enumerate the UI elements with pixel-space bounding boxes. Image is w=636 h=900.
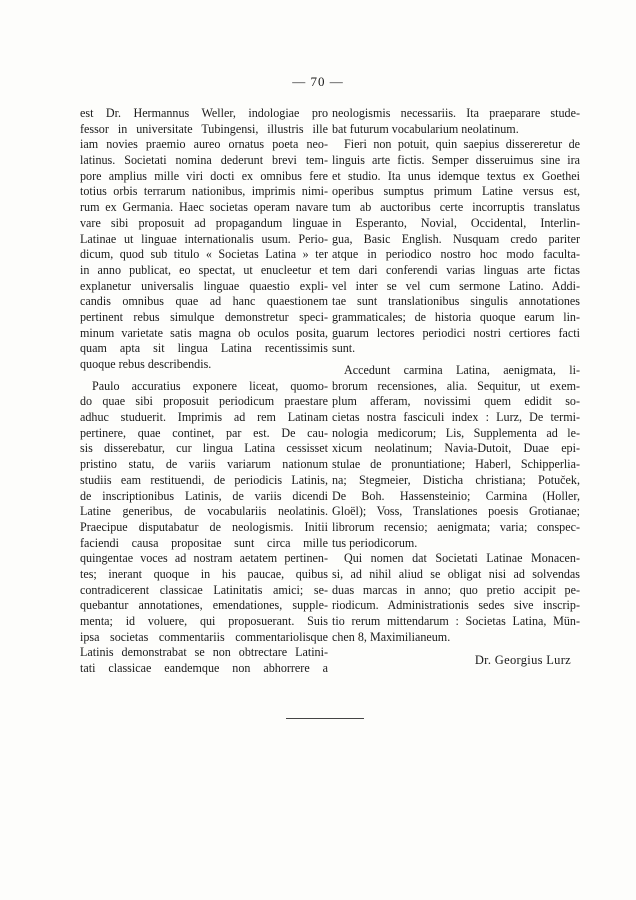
text-line: riodicum. Administrationis sedes sive inscrip- [332, 598, 580, 613]
text-line: Paulo accuratius exponere liceat, quomo- [92, 378, 328, 393]
text-line: et studio. Ita unus idemque textus ex Goethei [332, 168, 580, 183]
text-line: tem dari conferendi varias linguas arte fictas [332, 262, 580, 277]
text-line: neologismis necessariis. Ita praeparare stude- [332, 106, 580, 120]
text-line: Gloël); Voss, Translationes poesis Grotianae; [332, 504, 580, 519]
text-line: De Boh. Hassensteinio; Carmina (Holler, [332, 488, 580, 503]
text-line: de inscriptionibus Latinis, de variis dicendi [80, 488, 328, 503]
text-line: menta; id voluere, qui proposuerant. Suis [80, 614, 328, 628]
text-line: tae sunt translationibus singulis annotationes [332, 294, 580, 309]
text-line: pristino statu, de variis variarum nationum [80, 457, 328, 472]
text-line: si, ad nihil aliud se obligat nisi ad solvendas [332, 566, 580, 581]
text-line: brorum recensiones, alia. Sequitur, ut exem- [332, 378, 580, 393]
text-line: iam novies praemio aureo ornatus poeta neo- [80, 137, 328, 152]
text-line: pertinent rebus simulque demonstretur speci- [80, 309, 328, 324]
text-line: Fieri non potuit, quin saepius dissereretur de [344, 137, 580, 152]
text-line: quingentae voces ad nostram aetatem pertinen- [80, 551, 328, 566]
text-line: cietas nostra fasciculi index : Lurz, De termi- [332, 410, 580, 425]
text-line: studiis eam restituendi, de periodicis Latinis, [80, 472, 328, 487]
text-line: pore amplius mille viri docti ex omnibus fere [80, 168, 328, 183]
text-line: xicum neolatinum; Navia-Dutoit, Duae epi- [332, 441, 580, 456]
right-column [332, 106, 580, 645]
text-line: candis omnibus quae ad hanc quaestionem [80, 294, 328, 309]
text-line: librorum recensio; aenigmata; varia; conspec- [332, 519, 580, 534]
text-line: chen 8, Maximilianeum. [332, 629, 451, 644]
text-line: nologia medicorum; Lis, Supplementa ad le- [332, 425, 580, 440]
text-line: gua, Basic English. Nusquam credo pariter [332, 231, 580, 246]
text-line: est Dr. Hermannus Weller, indologiae pro [80, 106, 328, 120]
text-line: grammaticales; de historia quoque earum lin- [332, 309, 580, 324]
text-line: latinus. Societati nomina dederunt brevi tem- [80, 153, 328, 168]
text-line: Accedunt carmina Latina, aenigmata, li- [344, 363, 580, 377]
text-line: Latinae ut linguae internationalis usum. Perio- [80, 231, 328, 246]
text-line: vare sibi proposuit ad propagandum linguae [80, 215, 328, 230]
text-line: linguis arte fictis. Semper disseruimus sine ira [332, 153, 580, 168]
text-line: tus periodicorum. [332, 535, 418, 550]
text-line: Latinis demonstrabat se non obtrectare Latini- [80, 645, 328, 660]
text-line: tati classicae eandemque non abhorrere a [80, 661, 328, 676]
text-line: Qui nomen dat Societati Latinae Monacen- [344, 551, 580, 566]
text-line: adhuc studuerit. Imprimis ad rem Latinam [80, 410, 328, 425]
text-line: do quae sibi proposuit periodicum praestare [80, 394, 328, 409]
text-line: Praecipue disputabatur de neologismis. Initii [80, 519, 328, 534]
text-line: fessor in universitate Tubingensi, illustris ille [80, 121, 328, 136]
text-line: in Esperanto, Novial, Occidental, Interlin- [332, 215, 580, 230]
author-signature: Dr. Georgius Lurz [474, 653, 571, 667]
text-line: tio rerum mittendarum : Societas Latina, Mün- [332, 614, 580, 628]
end-rule [286, 718, 364, 719]
text-line: faciendi causa propositae sunt circa mille [80, 535, 328, 550]
text-line: vel inter se vel cum sermone Latino. Addi- [332, 278, 580, 293]
text-line: tes; inerant quoque in his paucae, quibus [80, 566, 328, 581]
text-line: duas marcas in anno; quo pretio accipit pe- [332, 582, 580, 597]
text-line: totius orbis terrarum nationibus, imprimis nimi- [80, 184, 328, 199]
text-line: guarum lectores periodici nostri certiores facti [332, 325, 580, 340]
left-column [80, 106, 328, 677]
text-line: tum ab auctoribus certe incorruptis translatus [332, 200, 580, 215]
text-line: dicum, quod sub titulo « Societas Latina » ter [80, 247, 328, 262]
text-line: Latine generibus, de vocabulariis neolatinis. [80, 504, 328, 519]
text-line: quebantur annotationes, emendationes, supple- [80, 598, 328, 613]
text-line: sunt. [332, 341, 356, 356]
text-line: contradicerent classicae Latinitatis amici; se- [80, 582, 328, 597]
text-line: in anno publicat, eo spectat, ut enucleetur et [80, 262, 328, 277]
text-line: rum ex Germania. Haec societas operam navare [80, 200, 328, 215]
text-line: sis disserebatur, cur lingua Latina cessisset [80, 441, 328, 456]
text-line: stulae de pronuntiatione; Haberl, Schipperlia- [332, 457, 580, 472]
text-line: atque in periodico nostro hoc modo faculta- [332, 247, 580, 262]
text-line: operibus sumptus primum Latine versus est, [332, 184, 580, 199]
text-line: plum afferam, novissimi quem edidit so- [332, 394, 580, 409]
text-line: minum varietate satis magna ob oculos posita, [80, 325, 328, 340]
text-line: ipsa societas commentariis commentariolisque [80, 629, 328, 644]
text-line: bat futurum vocabularium neolatinum. [332, 121, 519, 136]
text-line: pertinere, quae continet, par est. De cau- [80, 425, 328, 440]
text-line: na; Stegmeier, Disticha christiana; Potuček, [332, 472, 580, 487]
text-line: explanetur universalis linguae quaestio expli- [80, 278, 328, 293]
page-number: — 70 — [292, 74, 344, 89]
text-line: quoque rebus describendis. [80, 357, 212, 371]
text-line: quam apta sit lingua Latina recentissimis [80, 341, 328, 356]
